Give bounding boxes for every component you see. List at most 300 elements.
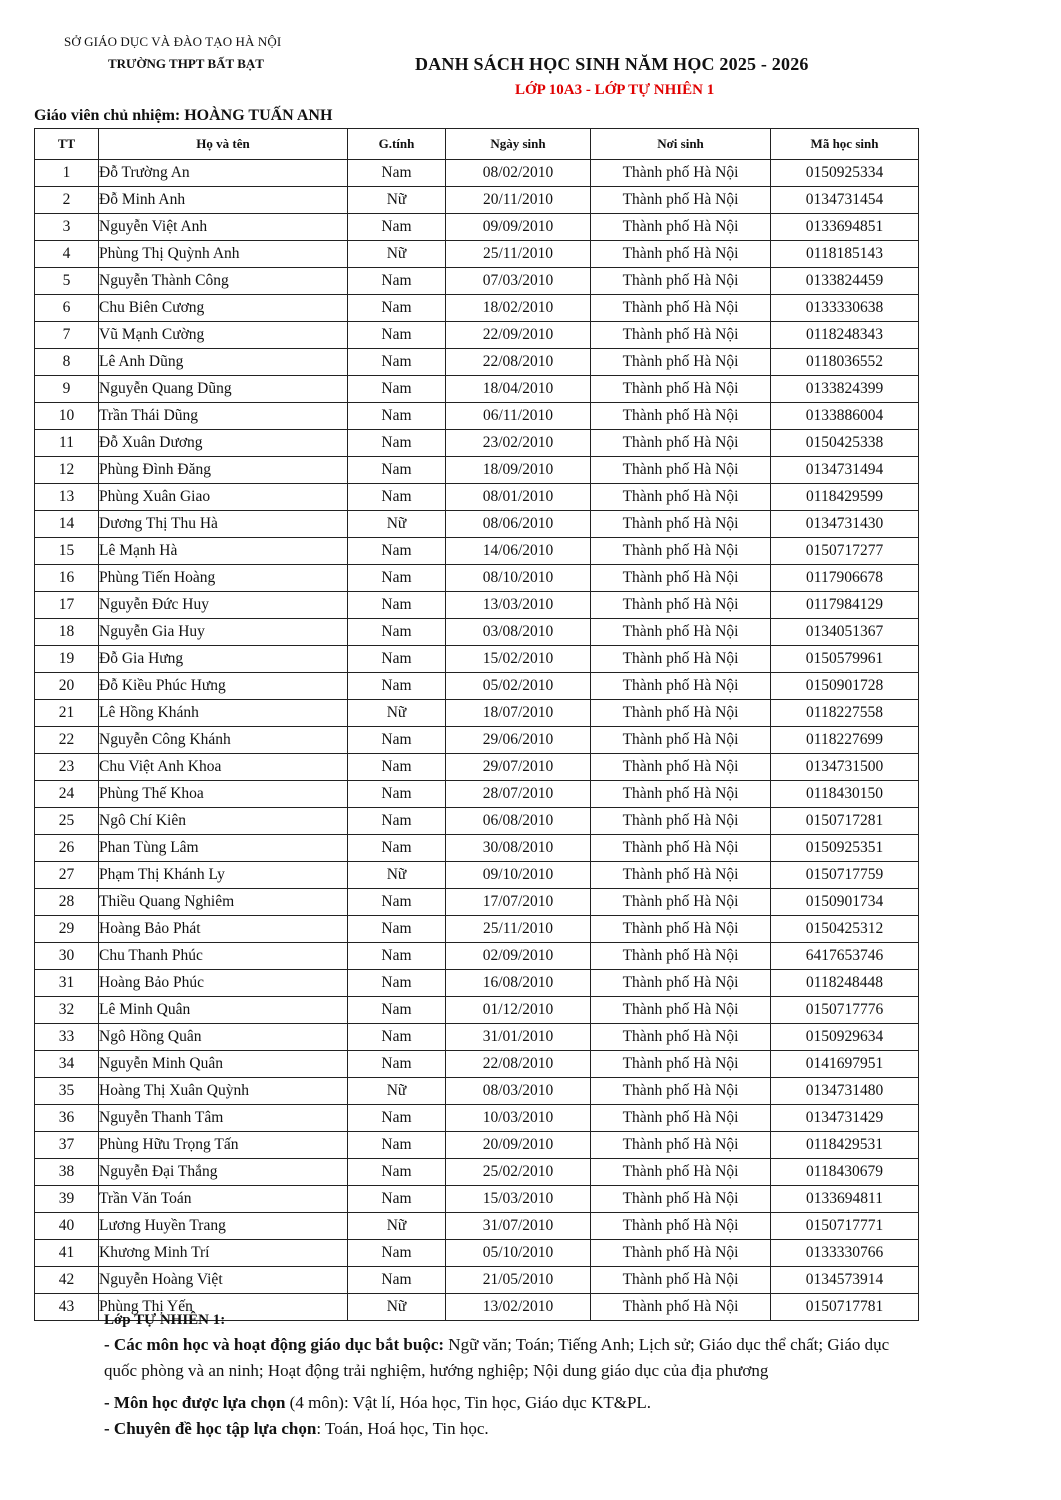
cell-name: Hoàng Bảo Phúc <box>99 970 348 997</box>
cell-name: Đỗ Minh Anh <box>99 187 348 214</box>
cell-name: Dương Thị Thu Hà <box>99 511 348 538</box>
cell-dob: 08/03/2010 <box>446 1078 591 1105</box>
cell-gender: Nam <box>348 1186 446 1213</box>
cell-tt: 20 <box>35 673 99 700</box>
cell-tt: 35 <box>35 1078 99 1105</box>
cell-tt: 43 <box>35 1294 99 1321</box>
cell-tt: 10 <box>35 403 99 430</box>
cell-birthplace: Thành phố Hà Nội <box>591 754 771 781</box>
cell-tt: 1 <box>35 160 99 187</box>
cell-birthplace: Thành phố Hà Nội <box>591 430 771 457</box>
cell-name: Phùng Thị Quỳnh Anh <box>99 241 348 268</box>
cell-gender: Nam <box>348 754 446 781</box>
cell-birthplace: Thành phố Hà Nội <box>591 322 771 349</box>
cell-name: Chu Việt Anh Khoa <box>99 754 348 781</box>
column-header: Ngày sinh <box>446 129 591 160</box>
required-subjects-text: Ngữ văn; Toán; Tiếng Anh; Lịch sử; Giáo dục thể chất; Giáo dục quốc phòng và an ninh; Hoạt động trải nghiệm, hướng nghiệp; Nội dung giáo dục của địa phương <box>104 1335 890 1380</box>
notes-heading: Lớp TỰ NHIÊN 1: <box>104 1312 226 1328</box>
cell-student-id: 0133694811 <box>771 1186 919 1213</box>
cell-tt: 23 <box>35 754 99 781</box>
table-row <box>35 1051 919 1078</box>
cell-gender: Nam <box>348 727 446 754</box>
table-row <box>35 889 919 916</box>
cell-student-id: 0134731454 <box>771 187 919 214</box>
cell-gender: Nam <box>348 538 446 565</box>
cell-tt: 2 <box>35 187 99 214</box>
cell-gender: Nam <box>348 646 446 673</box>
cell-student-id: 0150717281 <box>771 808 919 835</box>
table-row <box>35 268 919 295</box>
cell-birthplace: Thành phố Hà Nội <box>591 1294 771 1321</box>
cell-name: Vũ Mạnh Cường <box>99 322 348 349</box>
cell-dob: 03/08/2010 <box>446 619 591 646</box>
table-row <box>35 835 919 862</box>
table-row <box>35 646 919 673</box>
cell-dob: 20/09/2010 <box>446 1132 591 1159</box>
cell-birthplace: Thành phố Hà Nội <box>591 376 771 403</box>
cell-dob: 30/08/2010 <box>446 835 591 862</box>
cell-student-id: 0150717759 <box>771 862 919 889</box>
table-row <box>35 1024 919 1051</box>
cell-gender: Nữ <box>348 1294 446 1321</box>
class-notes <box>104 1312 924 1442</box>
cell-name: Ngô Hồng Quân <box>99 1024 348 1051</box>
cell-dob: 13/03/2010 <box>446 592 591 619</box>
cell-gender: Nam <box>348 403 446 430</box>
cell-birthplace: Thành phố Hà Nội <box>591 781 771 808</box>
cell-dob: 18/04/2010 <box>446 376 591 403</box>
cell-tt: 6 <box>35 295 99 322</box>
cell-tt: 18 <box>35 619 99 646</box>
cell-dob: 15/03/2010 <box>446 1186 591 1213</box>
cell-dob: 16/08/2010 <box>446 970 591 997</box>
cell-name: Thiều Quang Nghiêm <box>99 889 348 916</box>
table-row <box>35 1186 919 1213</box>
cell-gender: Nam <box>348 1240 446 1267</box>
cell-name: Nguyễn Thanh Tâm <box>99 1105 348 1132</box>
cell-birthplace: Thành phố Hà Nội <box>591 916 771 943</box>
elective-subjects-text: (4 môn): Vật lí, Hóa học, Tin học, Giáo dục KT&PL. <box>285 1393 652 1412</box>
cell-birthplace: Thành phố Hà Nội <box>591 592 771 619</box>
table-row <box>35 700 919 727</box>
cell-dob: 09/09/2010 <box>446 214 591 241</box>
cell-student-id: 0134731430 <box>771 511 919 538</box>
cell-tt: 24 <box>35 781 99 808</box>
cell-birthplace: Thành phố Hà Nội <box>591 862 771 889</box>
cell-name: Phùng Xuân Giao <box>99 484 348 511</box>
cell-birthplace: Thành phố Hà Nội <box>591 1024 771 1051</box>
cell-gender: Nam <box>348 322 446 349</box>
cell-student-id: 0150717776 <box>771 997 919 1024</box>
cell-birthplace: Thành phố Hà Nội <box>591 970 771 997</box>
cell-tt: 30 <box>35 943 99 970</box>
cell-dob: 10/03/2010 <box>446 1105 591 1132</box>
cell-birthplace: Thành phố Hà Nội <box>591 1105 771 1132</box>
cell-name: Hoàng Thị Xuân Quỳnh <box>99 1078 348 1105</box>
table-row <box>35 1078 919 1105</box>
cell-gender: Nữ <box>348 1213 446 1240</box>
table-row <box>35 943 919 970</box>
table-row <box>35 1240 919 1267</box>
cell-tt: 36 <box>35 1105 99 1132</box>
cell-name: Nguyễn Thành Công <box>99 268 348 295</box>
cell-tt: 4 <box>35 241 99 268</box>
cell-birthplace: Thành phố Hà Nội <box>591 457 771 484</box>
cell-tt: 11 <box>35 430 99 457</box>
cell-birthplace: Thành phố Hà Nội <box>591 619 771 646</box>
cell-dob: 31/07/2010 <box>446 1213 591 1240</box>
cell-tt: 3 <box>35 214 99 241</box>
cell-student-id: 0118429599 <box>771 484 919 511</box>
cell-dob: 08/02/2010 <box>446 160 591 187</box>
school-name: TRƯỜNG THPT BẤT BẠT <box>108 56 264 71</box>
cell-tt: 5 <box>35 268 99 295</box>
cell-tt: 31 <box>35 970 99 997</box>
table-row <box>35 160 919 187</box>
table-row <box>35 1105 919 1132</box>
cell-birthplace: Thành phố Hà Nội <box>591 1051 771 1078</box>
cell-gender: Nam <box>348 349 446 376</box>
cell-gender: Nam <box>348 160 446 187</box>
cell-name: Nguyễn Đại Thắng <box>99 1159 348 1186</box>
cell-gender: Nam <box>348 268 446 295</box>
cell-student-id: 0150717277 <box>771 538 919 565</box>
table-row <box>35 1132 919 1159</box>
cell-name: Phùng Thế Khoa <box>99 781 348 808</box>
cell-birthplace: Thành phố Hà Nội <box>591 295 771 322</box>
cell-dob: 20/11/2010 <box>446 187 591 214</box>
cell-student-id: 0141697951 <box>771 1051 919 1078</box>
cell-gender: Nam <box>348 997 446 1024</box>
cell-tt: 15 <box>35 538 99 565</box>
cell-dob: 18/09/2010 <box>446 457 591 484</box>
cell-dob: 18/07/2010 <box>446 700 591 727</box>
cell-gender: Nam <box>348 484 446 511</box>
cell-name: Phùng Hữu Trọng Tấn <box>99 1132 348 1159</box>
table-row <box>35 538 919 565</box>
cell-gender: Nam <box>348 970 446 997</box>
cell-student-id: 0118429531 <box>771 1132 919 1159</box>
cell-student-id: 0117906678 <box>771 565 919 592</box>
cell-gender: Nam <box>348 808 446 835</box>
cell-gender: Nam <box>348 214 446 241</box>
column-header: Mã học sinh <box>771 129 919 160</box>
cell-gender: Nam <box>348 295 446 322</box>
cell-gender: Nữ <box>348 1078 446 1105</box>
cell-tt: 21 <box>35 700 99 727</box>
cell-student-id: 0150717771 <box>771 1213 919 1240</box>
cell-birthplace: Thành phố Hà Nội <box>591 484 771 511</box>
cell-gender: Nữ <box>348 241 446 268</box>
cell-name: Đỗ Gia Hưng <box>99 646 348 673</box>
table-row <box>35 970 919 997</box>
cell-gender: Nam <box>348 889 446 916</box>
cell-student-id: 0150425312 <box>771 916 919 943</box>
cell-student-id: 0134573914 <box>771 1267 919 1294</box>
cell-name: Chu Thanh Phúc <box>99 943 348 970</box>
cell-student-id: 0150901728 <box>771 673 919 700</box>
cell-birthplace: Thành phố Hà Nội <box>591 1078 771 1105</box>
cell-student-id: 0150579961 <box>771 646 919 673</box>
homeroom-teacher: Giáo viên chủ nhiệm: HOÀNG TUẤN ANH <box>34 107 333 124</box>
cell-tt: 37 <box>35 1132 99 1159</box>
cell-student-id: 0134051367 <box>771 619 919 646</box>
table-row <box>35 808 919 835</box>
cell-dob: 28/07/2010 <box>446 781 591 808</box>
cell-dob: 15/02/2010 <box>446 646 591 673</box>
cell-gender: Nam <box>348 916 446 943</box>
table-row <box>35 1267 919 1294</box>
cell-birthplace: Thành phố Hà Nội <box>591 646 771 673</box>
cell-gender: Nam <box>348 376 446 403</box>
required-subjects <box>104 1332 924 1390</box>
table-row <box>35 484 919 511</box>
cell-student-id: 0118430150 <box>771 781 919 808</box>
table-body <box>35 160 919 1321</box>
cell-tt: 22 <box>35 727 99 754</box>
cell-name: Phùng Đình Đăng <box>99 457 348 484</box>
cell-student-id: 6417653746 <box>771 943 919 970</box>
elective-subjects <box>104 1390 924 1416</box>
cell-dob: 05/02/2010 <box>446 673 591 700</box>
cell-student-id: 0133330766 <box>771 1240 919 1267</box>
table-row <box>35 673 919 700</box>
cell-dob: 17/07/2010 <box>446 889 591 916</box>
table-row <box>35 403 919 430</box>
cell-birthplace: Thành phố Hà Nội <box>591 889 771 916</box>
column-header: TT <box>35 129 99 160</box>
class-subtitle: LỚP 10A3 - LỚP TỰ NHIÊN 1 <box>515 82 715 98</box>
table-row <box>35 565 919 592</box>
cell-birthplace: Thành phố Hà Nội <box>591 511 771 538</box>
cell-name: Lê Mạnh Hà <box>99 538 348 565</box>
cell-student-id: 0150901734 <box>771 889 919 916</box>
table-row <box>35 1213 919 1240</box>
cell-birthplace: Thành phố Hà Nội <box>591 241 771 268</box>
cell-birthplace: Thành phố Hà Nội <box>591 160 771 187</box>
cell-student-id: 0133824399 <box>771 376 919 403</box>
cell-student-id: 0150925334 <box>771 160 919 187</box>
cell-student-id: 0118227699 <box>771 727 919 754</box>
cell-student-id: 0118036552 <box>771 349 919 376</box>
table-row <box>35 781 919 808</box>
cell-birthplace: Thành phố Hà Nội <box>591 1159 771 1186</box>
cell-dob: 06/08/2010 <box>446 808 591 835</box>
cell-dob: 22/09/2010 <box>446 322 591 349</box>
cell-tt: 29 <box>35 916 99 943</box>
cell-gender: Nam <box>348 430 446 457</box>
cell-birthplace: Thành phố Hà Nội <box>591 1186 771 1213</box>
table-row <box>35 430 919 457</box>
table-row <box>35 241 919 268</box>
cell-gender: Nam <box>348 943 446 970</box>
cell-tt: 40 <box>35 1213 99 1240</box>
cell-tt: 26 <box>35 835 99 862</box>
cell-name: Lê Minh Quân <box>99 997 348 1024</box>
cell-birthplace: Thành phố Hà Nội <box>591 349 771 376</box>
cell-student-id: 0150929634 <box>771 1024 919 1051</box>
cell-birthplace: Thành phố Hà Nội <box>591 727 771 754</box>
cell-birthplace: Thành phố Hà Nội <box>591 1240 771 1267</box>
cell-name: Lê Hồng Khánh <box>99 700 348 727</box>
cell-name: Đỗ Xuân Dương <box>99 430 348 457</box>
cell-gender: Nam <box>348 457 446 484</box>
cell-student-id: 0150717781 <box>771 1294 919 1321</box>
cell-tt: 27 <box>35 862 99 889</box>
cell-tt: 7 <box>35 322 99 349</box>
cell-name: Trần Thái Dũng <box>99 403 348 430</box>
cell-dob: 22/08/2010 <box>446 1051 591 1078</box>
cell-dob: 14/06/2010 <box>446 538 591 565</box>
cell-birthplace: Thành phố Hà Nội <box>591 808 771 835</box>
cell-dob: 13/02/2010 <box>446 1294 591 1321</box>
cell-birthplace: Thành phố Hà Nội <box>591 565 771 592</box>
cell-tt: 39 <box>35 1186 99 1213</box>
table-row <box>35 862 919 889</box>
cell-student-id: 0118430679 <box>771 1159 919 1186</box>
cell-birthplace: Thành phố Hà Nội <box>591 943 771 970</box>
cell-name: Đỗ Kiều Phúc Hưng <box>99 673 348 700</box>
cell-tt: 38 <box>35 1159 99 1186</box>
cell-student-id: 0133330638 <box>771 295 919 322</box>
cell-dob: 08/10/2010 <box>446 565 591 592</box>
table-row <box>35 295 919 322</box>
cell-birthplace: Thành phố Hà Nội <box>591 1267 771 1294</box>
table-row <box>35 457 919 484</box>
cell-birthplace: Thành phố Hà Nội <box>591 187 771 214</box>
cell-tt: 42 <box>35 1267 99 1294</box>
cell-name: Nguyễn Minh Quân <box>99 1051 348 1078</box>
cell-name: Phùng Thị Yến <box>99 1294 348 1321</box>
cell-dob: 21/05/2010 <box>446 1267 591 1294</box>
cell-gender: Nữ <box>348 187 446 214</box>
cell-gender: Nam <box>348 1051 446 1078</box>
cell-student-id: 0118248343 <box>771 322 919 349</box>
cell-name: Lương Huyền Trang <box>99 1213 348 1240</box>
cell-name: Ngô Chí Kiên <box>99 808 348 835</box>
cell-name: Khương Minh Trí <box>99 1240 348 1267</box>
cell-dob: 31/01/2010 <box>446 1024 591 1051</box>
cell-name: Lê Anh Dũng <box>99 349 348 376</box>
cell-gender: Nữ <box>348 700 446 727</box>
cell-tt: 33 <box>35 1024 99 1051</box>
cell-dob: 29/06/2010 <box>446 727 591 754</box>
cell-name: Nguyễn Việt Anh <box>99 214 348 241</box>
table-row <box>35 322 919 349</box>
cell-dob: 05/10/2010 <box>446 1240 591 1267</box>
cell-name: Nguyễn Gia Huy <box>99 619 348 646</box>
cell-dob: 01/12/2010 <box>446 997 591 1024</box>
table-row <box>35 916 919 943</box>
table-row <box>35 349 919 376</box>
cell-birthplace: Thành phố Hà Nội <box>591 538 771 565</box>
cell-dob: 08/06/2010 <box>446 511 591 538</box>
cell-student-id: 0134731494 <box>771 457 919 484</box>
cell-dob: 06/11/2010 <box>446 403 591 430</box>
cell-tt: 32 <box>35 997 99 1024</box>
cell-student-id: 0118227558 <box>771 700 919 727</box>
elective-topics-text: : Toán, Hoá học, Tin học. <box>316 1419 489 1438</box>
cell-dob: 25/11/2010 <box>446 916 591 943</box>
cell-tt: 9 <box>35 376 99 403</box>
cell-birthplace: Thành phố Hà Nội <box>591 1213 771 1240</box>
cell-birthplace: Thành phố Hà Nội <box>591 997 771 1024</box>
cell-name: Phùng Tiến Hoàng <box>99 565 348 592</box>
cell-birthplace: Thành phố Hà Nội <box>591 700 771 727</box>
cell-gender: Nam <box>348 781 446 808</box>
column-header: G.tính <box>348 129 446 160</box>
table-row <box>35 187 919 214</box>
cell-dob: 29/07/2010 <box>446 754 591 781</box>
table-row <box>35 511 919 538</box>
cell-student-id: 0134731429 <box>771 1105 919 1132</box>
table-row <box>35 997 919 1024</box>
student-table <box>34 128 919 1321</box>
cell-tt: 16 <box>35 565 99 592</box>
cell-gender: Nam <box>348 1024 446 1051</box>
cell-student-id: 0150425338 <box>771 430 919 457</box>
cell-dob: 23/02/2010 <box>446 430 591 457</box>
elective-topics <box>104 1416 924 1442</box>
cell-gender: Nam <box>348 1267 446 1294</box>
cell-tt: 17 <box>35 592 99 619</box>
cell-gender: Nam <box>348 835 446 862</box>
cell-name: Nguyễn Hoàng Việt <box>99 1267 348 1294</box>
column-header: Nơi sinh <box>591 129 771 160</box>
cell-dob: 02/09/2010 <box>446 943 591 970</box>
cell-name: Chu Biên Cương <box>99 295 348 322</box>
cell-gender: Nam <box>348 1105 446 1132</box>
cell-gender: Nam <box>348 619 446 646</box>
cell-gender: Nam <box>348 1132 446 1159</box>
cell-birthplace: Thành phố Hà Nội <box>591 268 771 295</box>
cell-name: Phan Tùng Lâm <box>99 835 348 862</box>
cell-student-id: 0134731500 <box>771 754 919 781</box>
cell-name: Trần Văn Toán <box>99 1186 348 1213</box>
table-header-row <box>35 129 919 160</box>
cell-dob: 25/11/2010 <box>446 241 591 268</box>
cell-birthplace: Thành phố Hà Nội <box>591 835 771 862</box>
table-row <box>35 376 919 403</box>
cell-dob: 22/08/2010 <box>446 349 591 376</box>
cell-name: Nguyễn Đức Huy <box>99 592 348 619</box>
cell-tt: 34 <box>35 1051 99 1078</box>
cell-gender: Nữ <box>348 862 446 889</box>
cell-birthplace: Thành phố Hà Nội <box>591 1132 771 1159</box>
cell-student-id: 0133824459 <box>771 268 919 295</box>
cell-tt: 8 <box>35 349 99 376</box>
required-subjects-label: - Các môn học và hoạt động giáo dục bắt buộc: <box>104 1335 445 1354</box>
cell-gender: Nam <box>348 592 446 619</box>
cell-gender: Nam <box>348 565 446 592</box>
cell-birthplace: Thành phố Hà Nội <box>591 403 771 430</box>
elective-subjects-label: - Môn học được lựa chọn <box>104 1393 286 1412</box>
cell-gender: Nam <box>348 1159 446 1186</box>
cell-tt: 13 <box>35 484 99 511</box>
column-header: Họ và tên <box>99 129 348 160</box>
table-row <box>35 754 919 781</box>
cell-gender: Nữ <box>348 511 446 538</box>
cell-student-id: 0150925351 <box>771 835 919 862</box>
cell-student-id: 0118185143 <box>771 241 919 268</box>
cell-tt: 19 <box>35 646 99 673</box>
document-title: DANH SÁCH HỌC SINH NĂM HỌC 2025 - 2026 <box>415 54 809 74</box>
cell-tt: 28 <box>35 889 99 916</box>
cell-birthplace: Thành phố Hà Nội <box>591 214 771 241</box>
cell-name: Nguyễn Quang Dũng <box>99 376 348 403</box>
cell-name: Đỗ Trường An <box>99 160 348 187</box>
table-row <box>35 1159 919 1186</box>
